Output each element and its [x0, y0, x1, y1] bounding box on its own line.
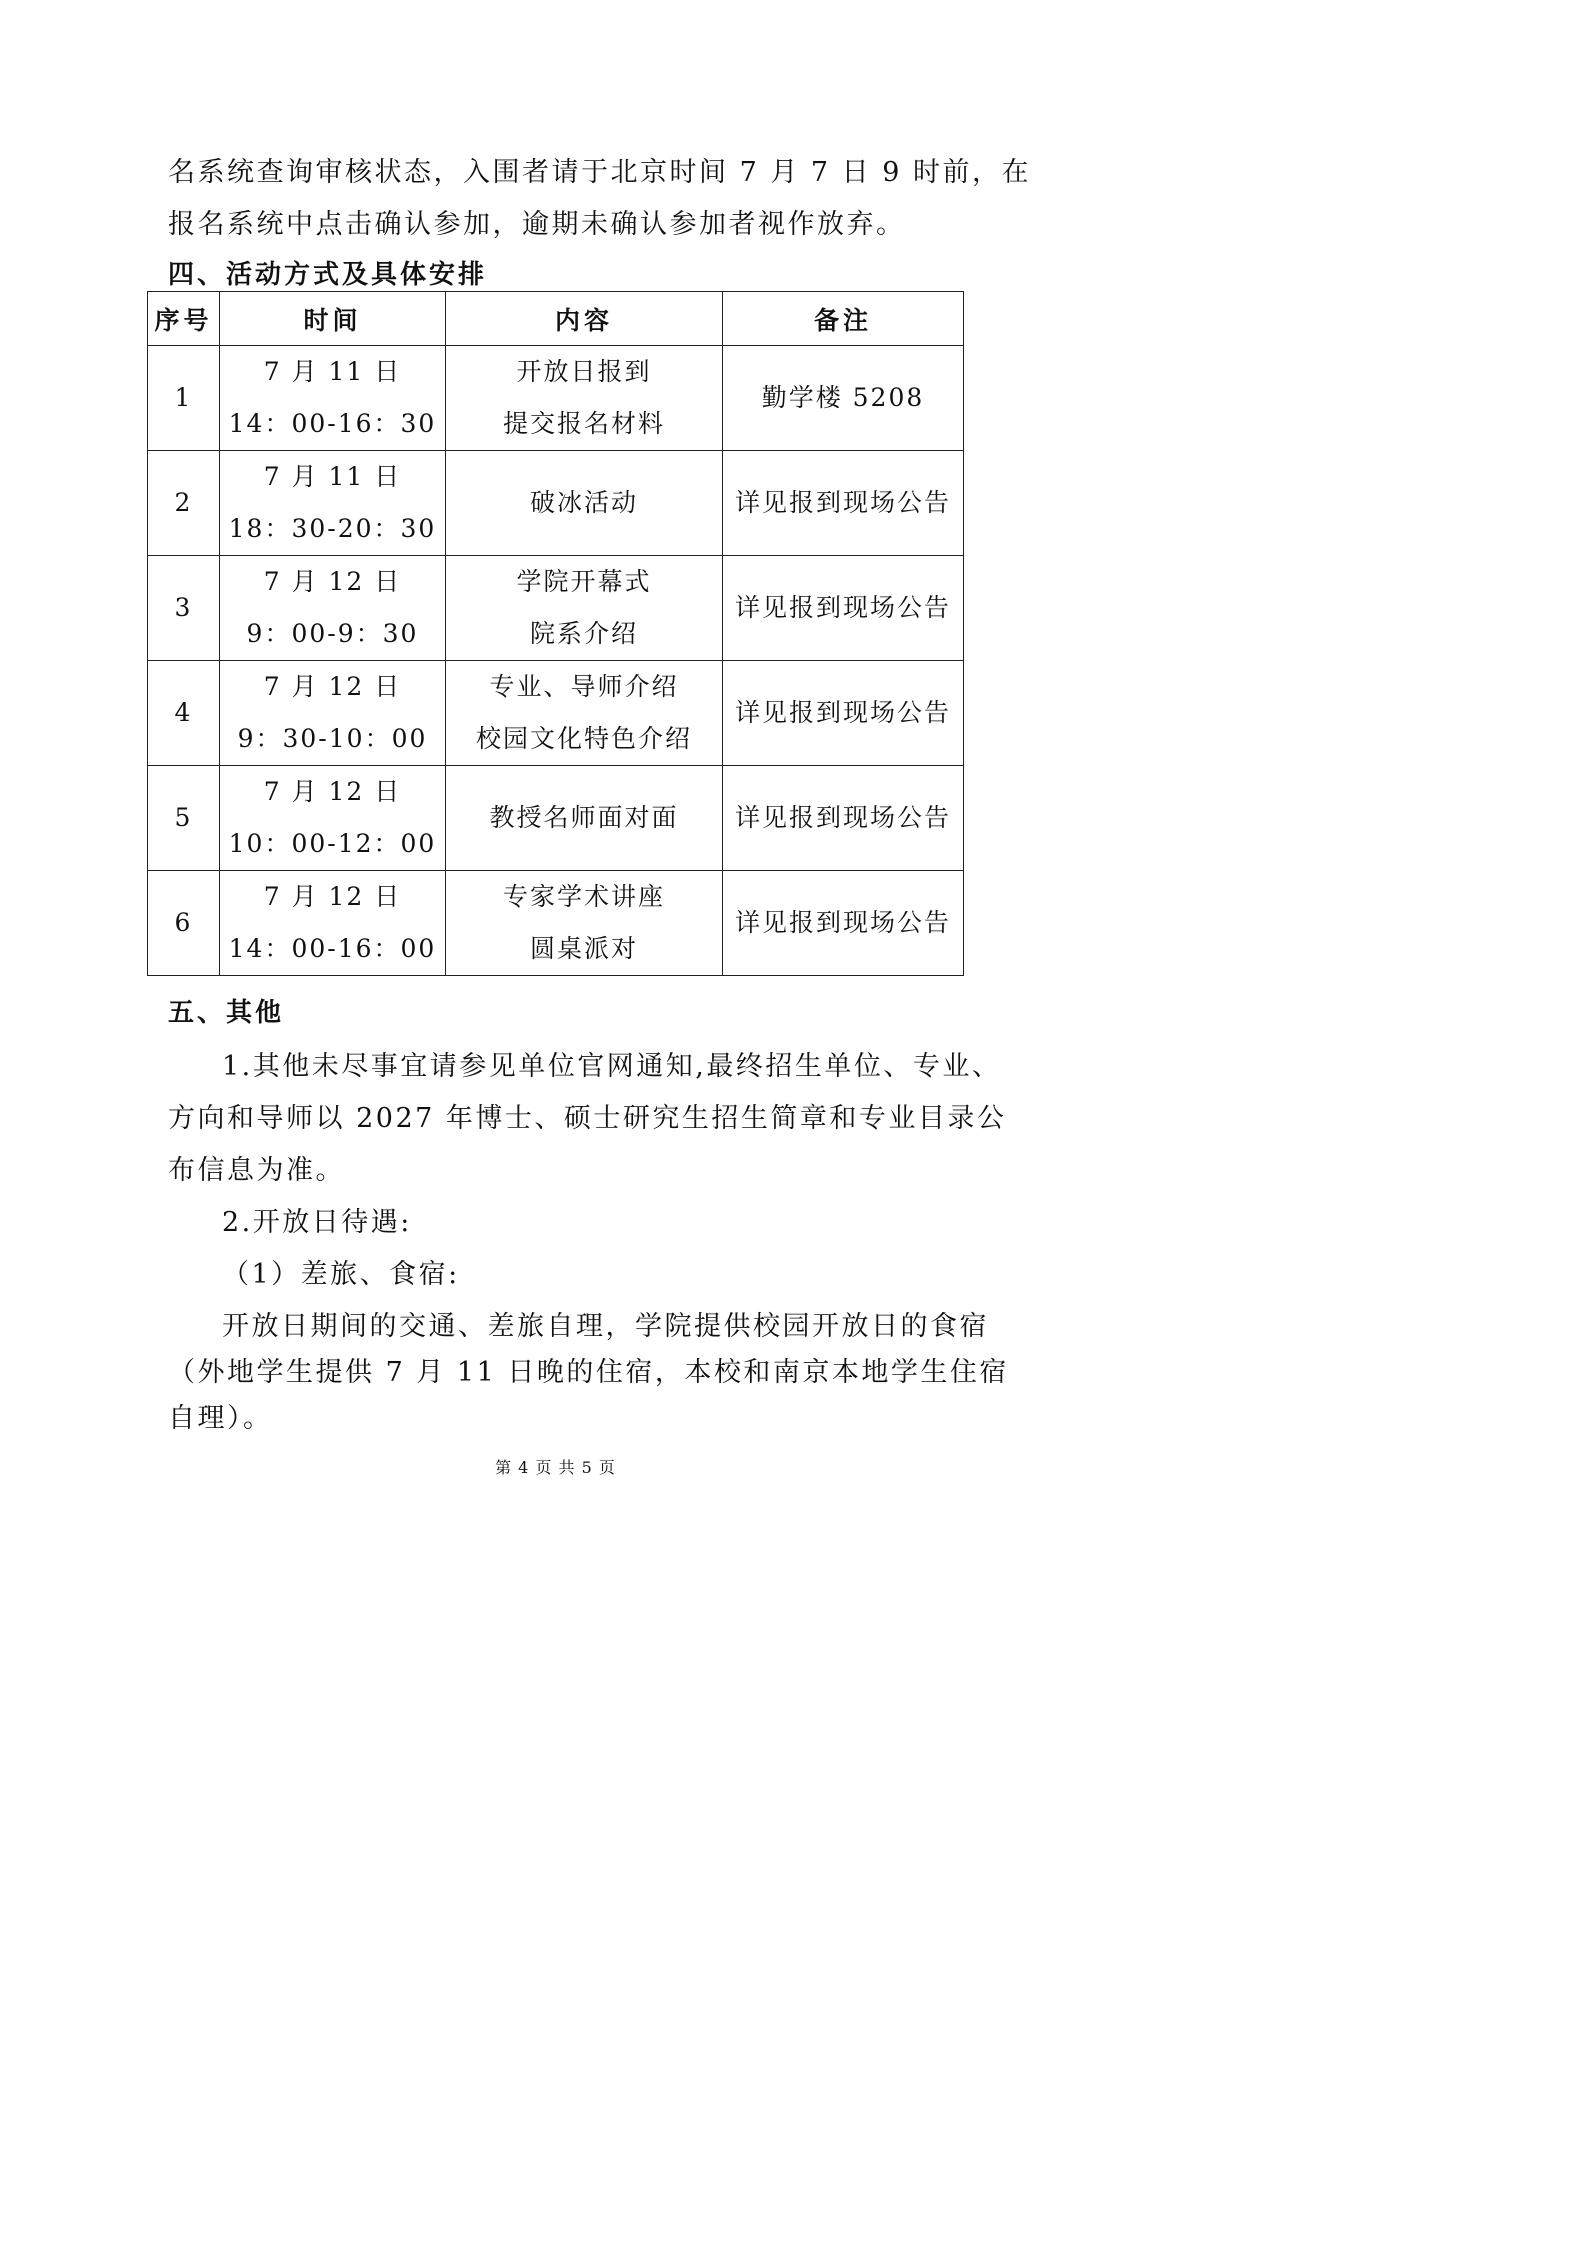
- row-number: 3: [148, 556, 220, 661]
- row-content: [446, 346, 723, 451]
- row-time: [220, 871, 446, 976]
- paragraph-1-line-1: 1.其他未尽事宜请参见单位官网通知,最终招生单位、专业、: [222, 1051, 1002, 1082]
- row-time-range: 18：30-20：30: [228, 514, 437, 543]
- paragraph-4-line-3: 自理）。: [168, 1403, 273, 1434]
- header-time: 时间: [220, 292, 446, 346]
- table-row: [148, 346, 964, 451]
- table-header-row: [148, 292, 964, 346]
- row-time: [220, 451, 446, 556]
- row-content-line-1: 专业、导师介绍: [489, 672, 679, 701]
- paragraph-1-line-2: 方向和导师以 2027 年博士、硕士研究生招生简章和专业目录公: [168, 1103, 1007, 1134]
- paragraph-1-line-3: 布信息为准。: [168, 1155, 345, 1186]
- row-date: 7 月 12 日: [263, 567, 402, 596]
- row-note: 详见报到现场公告: [723, 556, 964, 661]
- row-content-line-2: 校园文化特色介绍: [475, 724, 692, 753]
- row-number: 4: [148, 661, 220, 766]
- row-content-line-2: 圆桌派对: [529, 934, 638, 963]
- row-content-line-2: 提交报名材料: [502, 409, 665, 438]
- schedule-table: [147, 291, 964, 976]
- row-content: [446, 556, 723, 661]
- section-4-heading: 四、活动方式及具体安排: [168, 260, 488, 290]
- paragraph-3: （1）差旅、食宿:: [222, 1259, 460, 1290]
- header-content: 内容: [446, 292, 723, 346]
- row-content-line-1: 破冰活动: [529, 488, 638, 517]
- row-content-line-1: 学院开幕式: [516, 567, 652, 596]
- row-note: 详见报到现场公告: [723, 451, 964, 556]
- section-5-heading: 五、其他: [168, 998, 285, 1028]
- row-time-range: 9：30-10：00: [237, 724, 428, 753]
- row-date: 7 月 12 日: [263, 672, 402, 701]
- header-note: 备注: [723, 292, 964, 346]
- row-date: 7 月 11 日: [263, 462, 402, 491]
- paragraph-4-line-1: 开放日期间的交通、差旅自理，学院提供校园开放日的食宿: [222, 1311, 989, 1342]
- header-no: 序号: [148, 292, 220, 346]
- row-number: 5: [148, 766, 220, 871]
- row-content: [446, 451, 723, 556]
- row-time-range: 9：00-9：30: [246, 619, 419, 648]
- row-time-range: 10：00-12：00: [228, 829, 437, 858]
- row-time-range: 14：00-16：30: [228, 409, 437, 438]
- row-date: 7 月 12 日: [263, 777, 402, 806]
- page-footer: 第 4 页 共 5 页: [495, 1458, 616, 1477]
- table-row: [148, 451, 964, 556]
- row-number: 6: [148, 871, 220, 976]
- row-time: [220, 346, 446, 451]
- row-note: 详见报到现场公告: [723, 661, 964, 766]
- table-row: [148, 661, 964, 766]
- row-note: 勤学楼 5208: [723, 346, 964, 451]
- row-content: [446, 871, 723, 976]
- row-content-line-1: 教授名师面对面: [489, 803, 679, 832]
- row-time-range: 14：00-16：00: [228, 934, 437, 963]
- row-time: [220, 661, 446, 766]
- row-time: [220, 766, 446, 871]
- paragraph-2: 2.开放日待遇:: [222, 1207, 412, 1238]
- row-content-line-2: 院系介绍: [529, 619, 638, 648]
- intro-line-2: 报名系统中点击确认参加，逾期未确认参加者视作放弃。: [168, 209, 906, 240]
- row-date: 7 月 12 日: [263, 882, 402, 911]
- row-content: [446, 661, 723, 766]
- table-row: [148, 766, 964, 871]
- row-note: 详见报到现场公告: [723, 871, 964, 976]
- row-content-line-1: 专家学术讲座: [502, 882, 665, 911]
- row-content: [446, 766, 723, 871]
- row-number: 2: [148, 451, 220, 556]
- intro-line-1: 名系统查询审核状态，入围者请于北京时间 7 月 7 日 9 时前，在: [168, 157, 1032, 188]
- row-note: 详见报到现场公告: [723, 766, 964, 871]
- table-row: [148, 871, 964, 976]
- row-time: [220, 556, 446, 661]
- table-row: [148, 556, 964, 661]
- row-date: 7 月 11 日: [263, 357, 402, 386]
- row-content-line-1: 开放日报到: [516, 357, 652, 386]
- paragraph-4-line-2: （外地学生提供 7 月 11 日晚的住宿，本校和南京本地学生住宿: [168, 1357, 1009, 1388]
- row-number: 1: [148, 346, 220, 451]
